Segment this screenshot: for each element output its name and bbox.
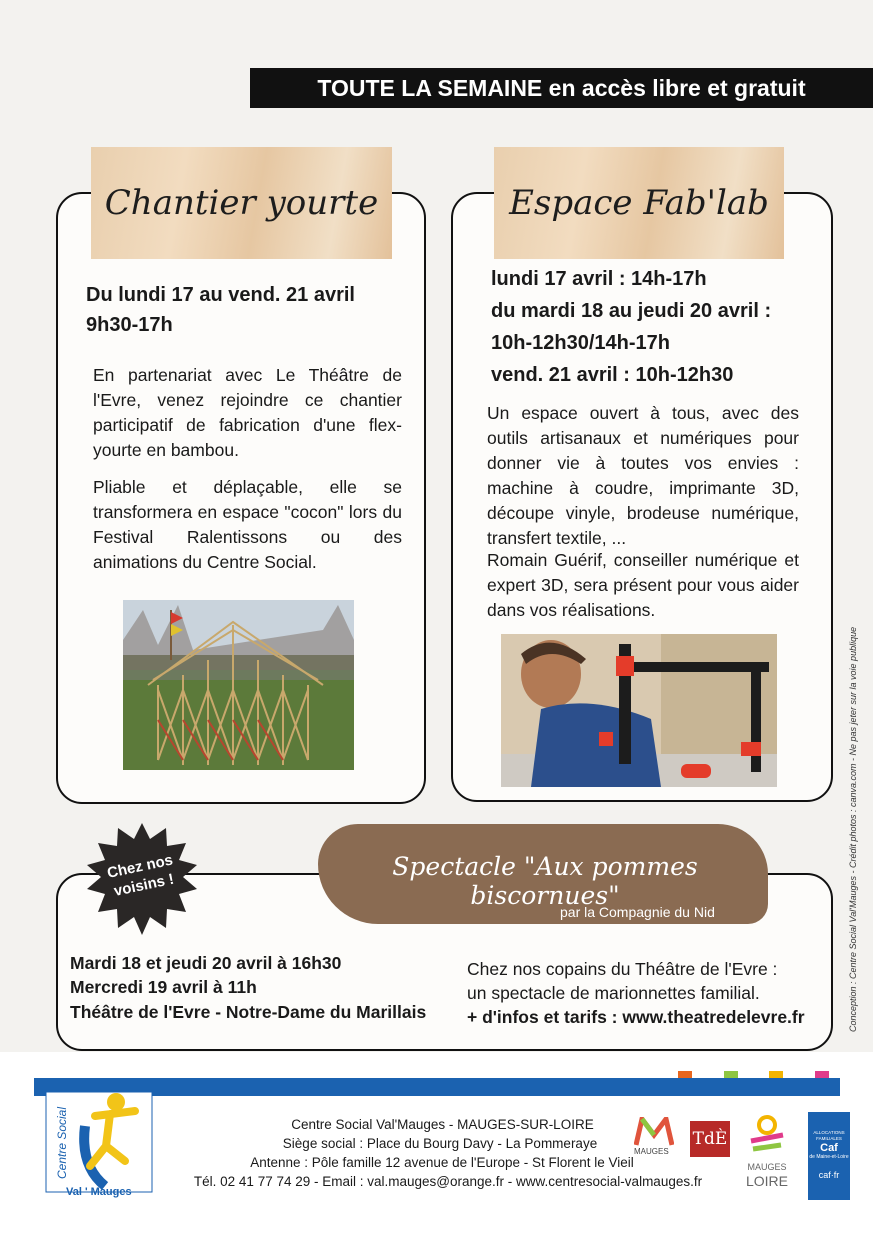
caf-text-2: Caf <box>820 1142 838 1154</box>
logo-text-2: Val ' Mauges <box>66 1186 132 1198</box>
spectacle-date-1: Mardi 18 et jeudi 20 avril à 16h30 <box>70 953 342 973</box>
spectacle-badge <box>86 823 198 935</box>
fablab-photo <box>501 634 777 787</box>
yourte-para-2: Pliable et déplaçable, elle se transformera en espace "cocon" lors du Festival Ralentissons ou des animations du Centre Social. <box>93 477 402 572</box>
tde-logo <box>690 1121 730 1157</box>
mauges-loire-text-1: MAUGES <box>747 1162 787 1172</box>
yourte-dates-1: Du lundi 17 au vend. 21 avril <box>86 284 355 306</box>
fablab-line-4: vend. 21 avril : 10h-12h30 <box>491 364 734 386</box>
caf-text-1: ALLOCATIONS FAMILIALES <box>813 1130 845 1141</box>
mauges-logo-text: MAUGES <box>634 1147 669 1156</box>
fablab-line-1: lundi 17 avril : 14h-17h <box>491 268 707 290</box>
spectacle-link[interactable]: + d'infos et tarifs : www.theatredelevre.fr <box>467 1007 805 1027</box>
footer-line-2: Siège social : Place du Bourg Davy - La Pommeraye <box>282 1136 598 1151</box>
footer-line-3: Antenne : Pôle famille 12 avenue de l'Europe - St Florent le Vieil <box>250 1155 634 1170</box>
spectacle-place: Théâtre de l'Evre - Notre-Dame du Marillais <box>70 1002 427 1022</box>
spectacle-desc-1: Chez nos copains du Théâtre de l'Evre : <box>467 959 778 979</box>
footer-line-4: Tél. 02 41 77 74 29 - Email : val.mauges@orange.fr - www.centresocial-valmauges.fr <box>193 1174 703 1189</box>
caf-text-3: de Maine-et-Loire <box>809 1154 849 1160</box>
fablab-title <box>494 147 784 259</box>
mauges-loire-text-2: LOIRE <box>745 1173 788 1189</box>
spectacle-company: par la Compagnie du Nid <box>560 904 715 920</box>
caf-text-4: caf·fr <box>818 1170 840 1180</box>
mauges-loire-logo <box>742 1115 792 1195</box>
centre-social-logo <box>40 1086 158 1204</box>
fablab-line-2: du mardi 18 au jeudi 20 avril : <box>491 300 772 322</box>
fablab-line-3: 10h-12h30/14h-17h <box>491 332 670 354</box>
spectacle-desc-2: un spectacle de marionnettes familial. <box>467 983 760 1003</box>
spectacle-title: Spectacle "Aux pommes biscornues" <box>392 852 698 910</box>
yourte-para-1: En partenariat avec Le Théâtre de l'Evre, venez rejoindre ce chantier participatif de fabrication d'une flex-yourte en bambou. <box>93 365 402 460</box>
caf-logo <box>808 1112 850 1200</box>
tde-logo-text: TdÈ <box>692 1129 728 1149</box>
fablab-para-1: Un espace ouvert à tous, avec des outils artisanaux et numériques pour donner vie à toutes vos envies : machine à coudre, imprimante 3D, découpe vinyle, brodeuse numérique, transfert textile, ... <box>487 403 799 548</box>
mauges-logo <box>634 1117 674 1161</box>
logo-text-1: Centre Social <box>55 1106 70 1180</box>
fablab-para-2: Romain Guérif, conseiller numérique et expert 3D, sera présent pour vous aider dans vos réalisations. <box>487 550 799 620</box>
yourte-photo <box>123 600 354 770</box>
fablab-title-text: Espace Fab'lab <box>509 183 769 223</box>
footer-line-1: Centre Social Val'Mauges - MAUGES-SUR-LOIRE <box>291 1117 594 1132</box>
banner: TOUTE LA SEMAINE en accès libre et gratuit <box>250 68 873 108</box>
yourte-title-text: Chantier yourte <box>104 183 379 223</box>
yourte-dates-2: 9h30-17h <box>86 314 173 336</box>
vertical-credit: Conception : Centre Social Val'Mauges - Crédit photos : canva.com - Ne pas jeter sur la voie publique <box>848 626 858 1032</box>
spectacle-badge-text: Chez nos voisins ! <box>105 851 176 900</box>
yourte-title <box>91 147 392 259</box>
spectacle-date-2: Mercredi 19 avril à 11h <box>70 977 257 997</box>
